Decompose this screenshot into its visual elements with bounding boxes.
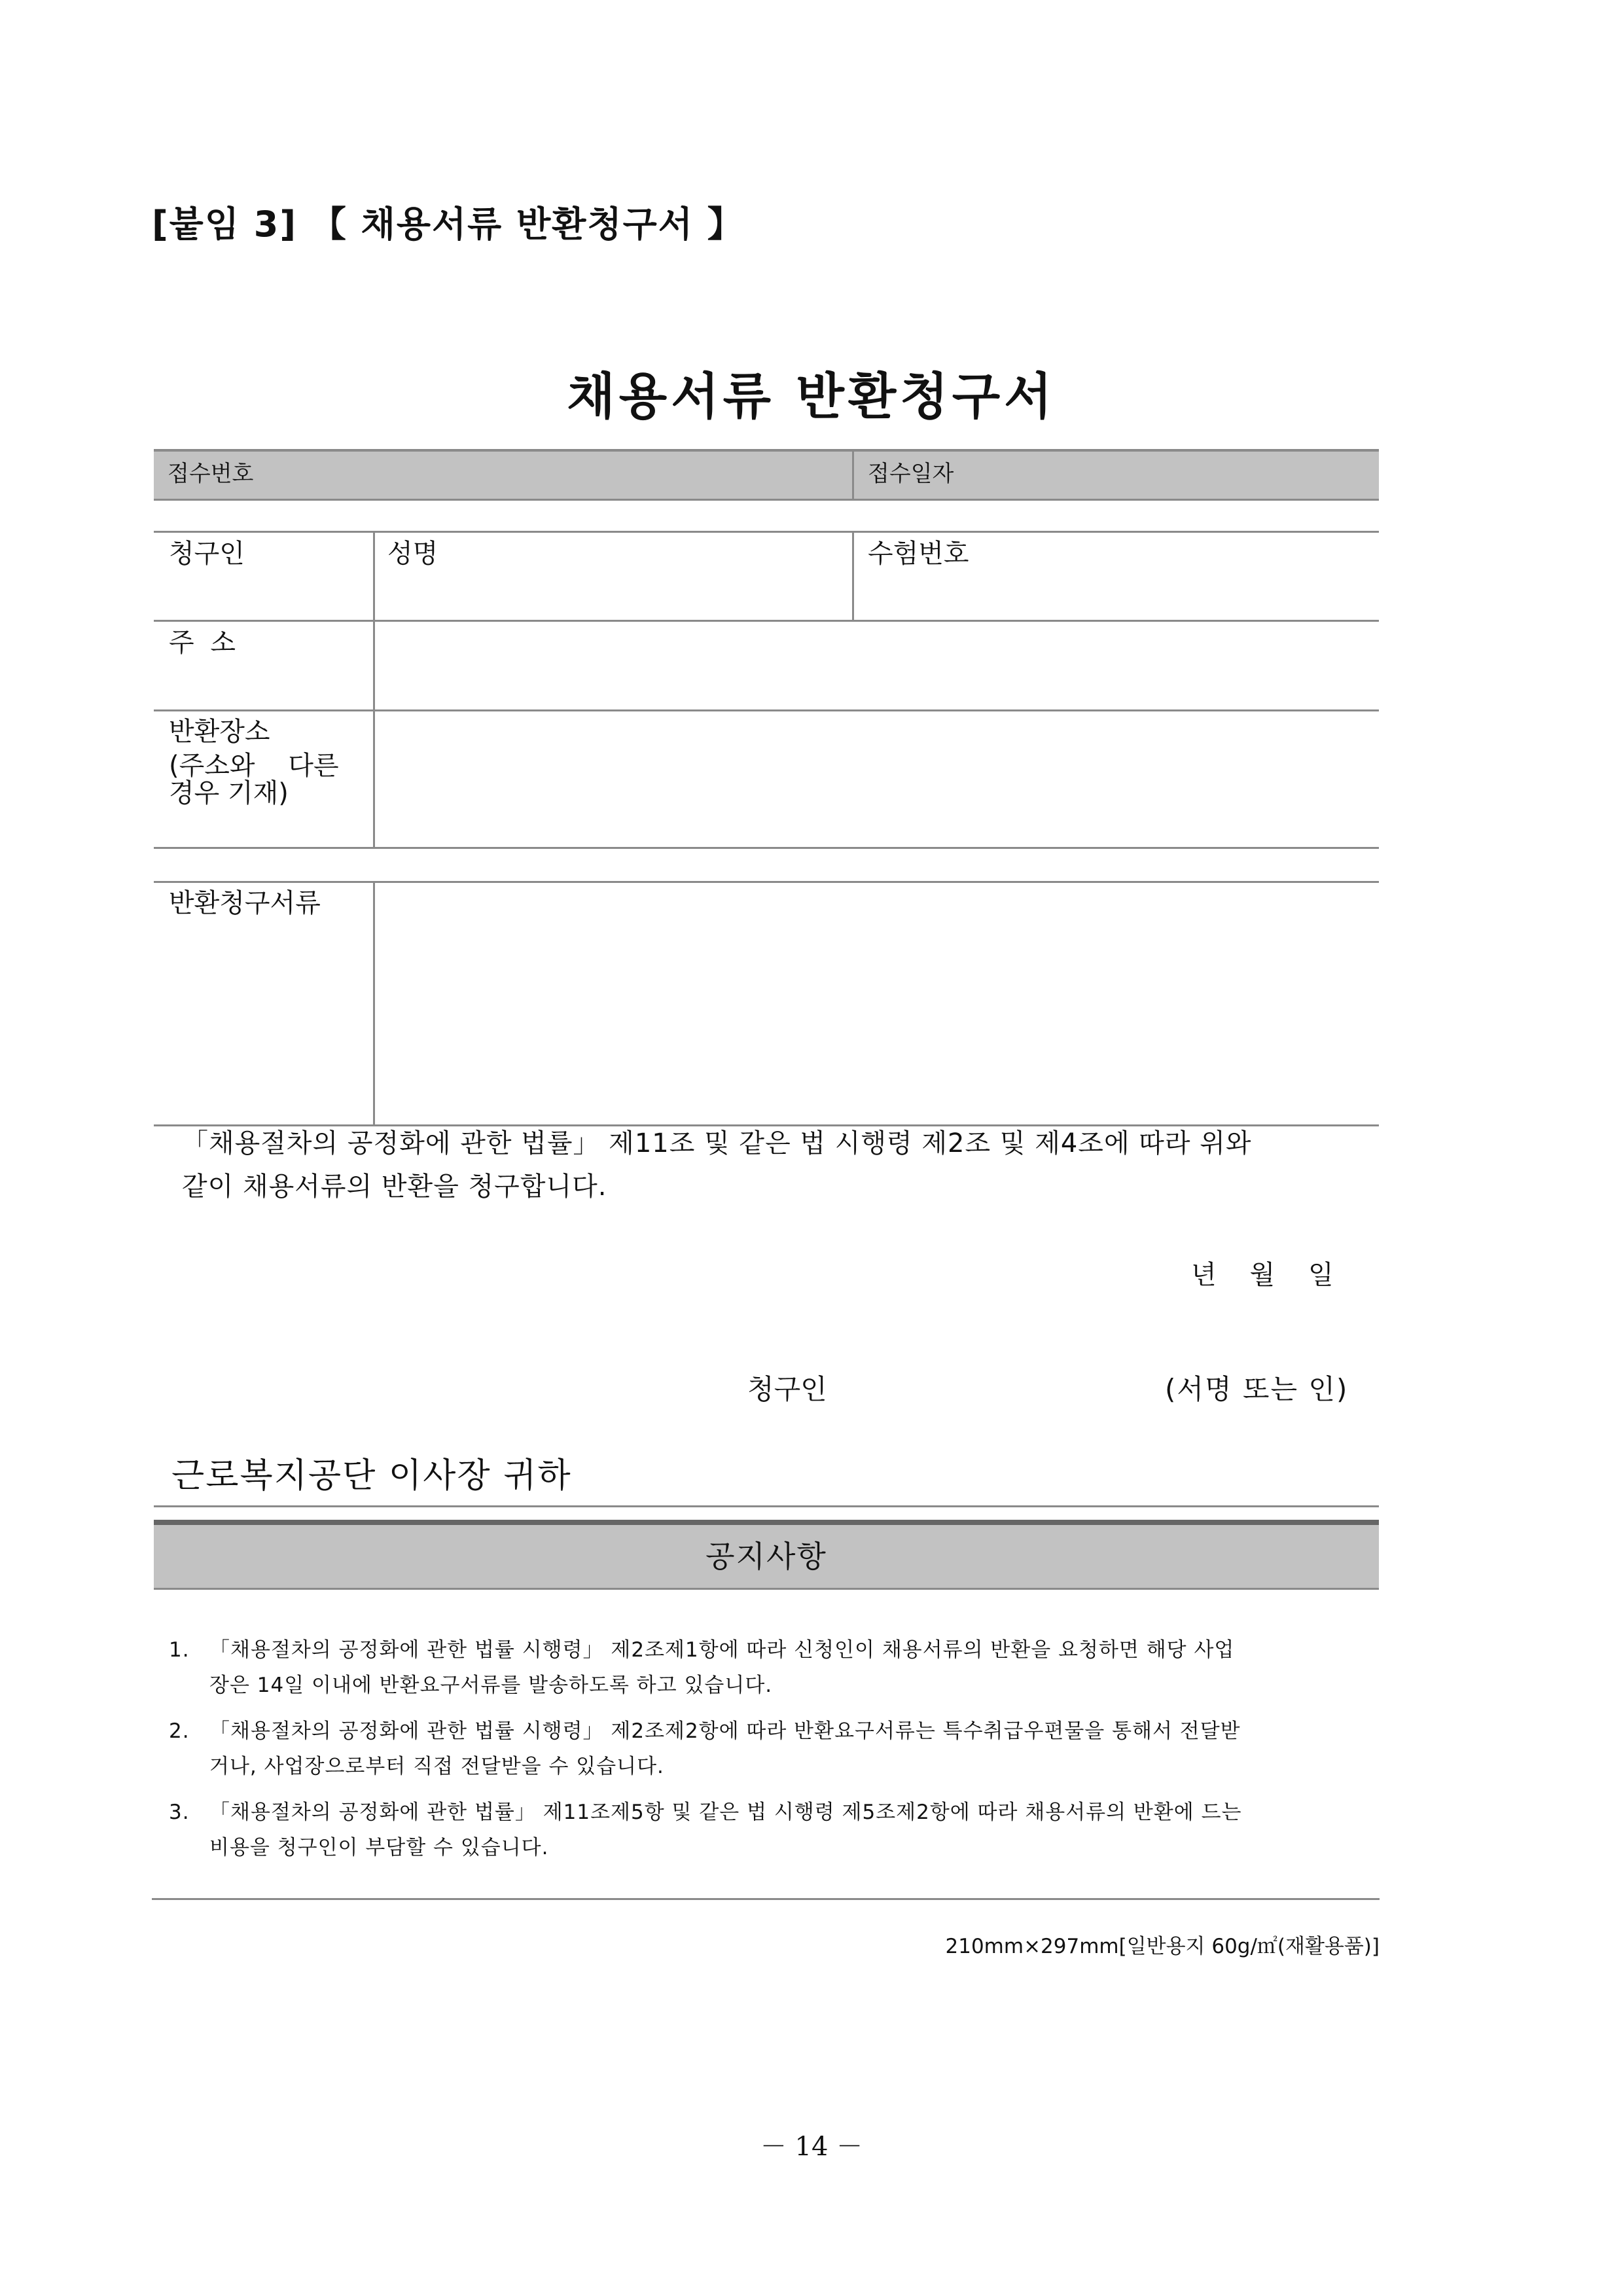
page-number: － 14 － <box>760 2132 863 2162</box>
statement-line-2: 같이 채용서류의 반환을 청구합니다. <box>182 1172 607 1202</box>
return-place-row-bottom-border <box>154 847 1379 849</box>
date-line: 년 월 일 <box>1191 1260 1334 1290</box>
return-place-note-2: 경우 기재) <box>169 778 289 808</box>
notice-header-bottom-border <box>154 1588 1379 1590</box>
notice-item-number: 2. <box>169 1719 190 1743</box>
receipt-row-bottom-border <box>154 499 1379 501</box>
notice-item-text: 「채용절차의 공정화에 관한 법률 시행령」 제2조제2항에 따라 반환요구서류는 특수취급우편물을 통해서 전달받 <box>209 1719 1241 1743</box>
return-docs-top-border <box>154 881 1379 883</box>
notice-header-thick-border <box>154 1520 1379 1525</box>
receipt-date-label: 접수일자 <box>868 461 954 487</box>
return-place-label: 반환장소 <box>169 717 270 747</box>
return-place-note: (주소와 다른 <box>169 751 339 781</box>
exam-number-label: 수험번호 <box>868 539 969 569</box>
notice-item-2 <box>169 1713 1377 1784</box>
form-title: 채용서류 반환청구서 <box>567 367 1056 425</box>
return-docs-divider <box>373 881 375 1126</box>
signature-label: (서명 또는 인) <box>1165 1373 1349 1405</box>
notice-title: 공지사항 <box>705 1539 827 1574</box>
notice-item-text: 「채용절차의 공정화에 관한 법률 시행령」 제2조제1항에 따라 신청인이 채용서류의 반환을 요청하면 해당 사업 <box>209 1638 1235 1662</box>
signer-label: 청구인 <box>747 1373 827 1405</box>
statement-line-1: 「채용절차의 공정화에 관한 법률」 제11조 및 같은 법 시행령 제2조 및 제4조에 따라 위와 <box>182 1128 1252 1158</box>
attachment-label: [붙임 3] 【 채용서류 반환청구서 】 <box>152 204 744 245</box>
claimant-row-bottom-border <box>154 620 1379 622</box>
receipt-row-top-border <box>154 449 1379 452</box>
receipt-number-label: 접수번호 <box>168 461 254 487</box>
notice-top-thin-border <box>154 1505 1379 1507</box>
receipt-row-divider <box>852 450 854 500</box>
paper-spec: 210mm×297mm[일반용지 60g/㎡(재활용품)] <box>945 1935 1380 1958</box>
return-docs-label: 반환청구서류 <box>169 888 321 918</box>
notice-item-1 <box>169 1632 1377 1703</box>
claimant-row-top-border <box>154 531 1379 533</box>
address-row-bottom-border <box>154 709 1379 711</box>
table-label-divider <box>373 531 375 849</box>
notice-item-3 <box>169 1795 1377 1865</box>
notice-item-text-cont: 장은 14일 이내에 반환요구서류를 발송하도록 하고 있습니다. <box>209 1674 773 1697</box>
name-label: 성명 <box>387 539 438 569</box>
claimant-label: 청구인 <box>169 539 245 569</box>
notice-item-text-cont: 비용을 청구인이 부담할 수 있습니다. <box>209 1836 549 1859</box>
notice-item-number: 1. <box>169 1638 190 1662</box>
notice-bottom-border <box>152 1898 1380 1900</box>
notice-item-number: 3. <box>169 1801 190 1824</box>
addressee: 근로복지공단 이사장 귀하 <box>171 1456 572 1496</box>
claimant-row-divider <box>852 531 854 621</box>
address-label: 주 소 <box>169 628 240 658</box>
notice-item-text: 「채용절차의 공정화에 관한 법률」 제11조제5항 및 같은 법 시행령 제5조제2항에 따라 채용서류의 반환에 드는 <box>209 1801 1242 1824</box>
receipt-row-background <box>154 450 1379 500</box>
notice-item-text-cont: 거나, 사업장으로부터 직접 전달받을 수 있습니다. <box>209 1755 664 1778</box>
